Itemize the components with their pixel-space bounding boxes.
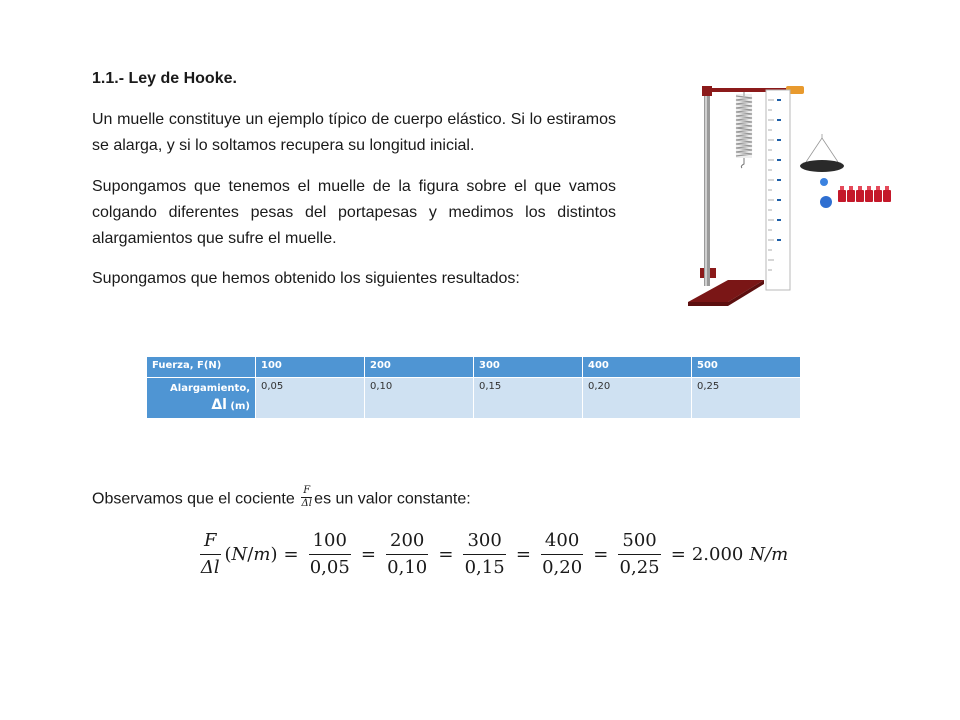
observation-text-after: es un valor constante: bbox=[314, 490, 471, 508]
unit-close-paren: ) bbox=[270, 544, 278, 565]
equals-sign: = bbox=[670, 544, 686, 565]
results-table bbox=[146, 356, 801, 419]
elongation-cell: 0,15 bbox=[474, 378, 583, 419]
inline-fraction-denominator: Δl bbox=[301, 498, 312, 509]
elongation-cell: 0,10 bbox=[365, 378, 474, 419]
equals-sign: = bbox=[515, 544, 531, 565]
table-header-row bbox=[147, 357, 801, 378]
elongation-cell: 0,20 bbox=[583, 378, 692, 419]
table-row bbox=[147, 378, 801, 419]
lhs-unit bbox=[225, 544, 278, 565]
equals-sign: = bbox=[283, 544, 299, 565]
unit-meter: m bbox=[253, 544, 271, 565]
ratio-numerator: 500 bbox=[618, 530, 660, 555]
unit-newton: N bbox=[231, 544, 248, 565]
ratio-denominator: 0,20 bbox=[542, 557, 583, 578]
equals-sign: = bbox=[593, 544, 609, 565]
elongation-label-text: Alargamiento, bbox=[170, 383, 250, 394]
ratio-denominator: 0,25 bbox=[619, 557, 660, 578]
elongation-unit: (m) bbox=[226, 401, 250, 412]
spring-apparatus-illustration bbox=[684, 80, 924, 310]
weight-set bbox=[838, 190, 891, 202]
ratio-fraction bbox=[618, 530, 660, 579]
equals-sign: = bbox=[360, 544, 377, 565]
delta-l-symbol: Δl bbox=[211, 397, 227, 413]
paragraph-setup: Supongamos que tenemos el muelle de la figura sobre el que vamos colgando diferentes pesas del portapesas y medimos los distintos alargamientos que sufre el muelle. bbox=[92, 178, 616, 247]
header-force-value: 100 bbox=[256, 357, 365, 378]
ratio-numerator: 400 bbox=[541, 530, 583, 555]
unit-open-paren: ( bbox=[224, 544, 232, 565]
paragraph-results-intro: Supongamos que hemos obtenido los siguientes resultados: bbox=[92, 270, 520, 287]
lhs-fraction bbox=[200, 530, 221, 579]
header-force-value: 200 bbox=[365, 357, 474, 378]
ratio-fraction bbox=[386, 530, 428, 579]
lhs-denominator: Δl bbox=[200, 557, 220, 578]
header-force-value: 500 bbox=[692, 357, 801, 378]
header-force-value: 400 bbox=[583, 357, 692, 378]
ratio-numerator: 300 bbox=[463, 530, 505, 555]
paragraph-intro: Un muelle constituye un ejemplo típico de cuerpo elástico. Si lo estiramos se alarga, y si lo soltamos recupera su longitud inicial. bbox=[92, 111, 616, 154]
ratio-fraction bbox=[541, 530, 583, 579]
ratio-denominator: 0,15 bbox=[464, 557, 505, 578]
elongation-cell: 0,25 bbox=[692, 378, 801, 419]
lhs-numerator: F bbox=[200, 530, 221, 555]
ratio-numerator: 100 bbox=[309, 530, 351, 555]
ratio-fraction bbox=[309, 530, 351, 579]
result-unit: N/m bbox=[749, 544, 789, 565]
observation-text-before: Observamos que el cociente bbox=[92, 490, 300, 508]
weight-pan bbox=[800, 134, 844, 172]
row-elongation-label bbox=[147, 378, 256, 419]
hooke-constant-equation bbox=[196, 530, 788, 579]
ratio-denominator: 0,10 bbox=[387, 557, 428, 578]
inline-fraction bbox=[301, 485, 312, 510]
unit-slash: / bbox=[247, 544, 254, 565]
elongation-cell: 0,05 bbox=[256, 378, 365, 419]
weight-sphere-small bbox=[820, 178, 828, 186]
ratio-fraction bbox=[463, 530, 505, 579]
ratio-denominator: 0,05 bbox=[309, 557, 350, 578]
stand-base bbox=[688, 280, 764, 302]
header-force-label: Fuerza, F(N) bbox=[147, 357, 256, 378]
observation-sentence bbox=[92, 487, 471, 512]
equals-sign: = bbox=[438, 544, 454, 565]
result-value: 2.000 bbox=[691, 544, 744, 565]
header-force-value: 300 bbox=[474, 357, 583, 378]
section-title: 1.1.- Ley de Hooke. bbox=[92, 70, 237, 87]
ratio-numerator: 200 bbox=[386, 530, 428, 555]
inline-fraction-numerator: F bbox=[303, 485, 311, 496]
weight-sphere-large bbox=[820, 196, 832, 208]
